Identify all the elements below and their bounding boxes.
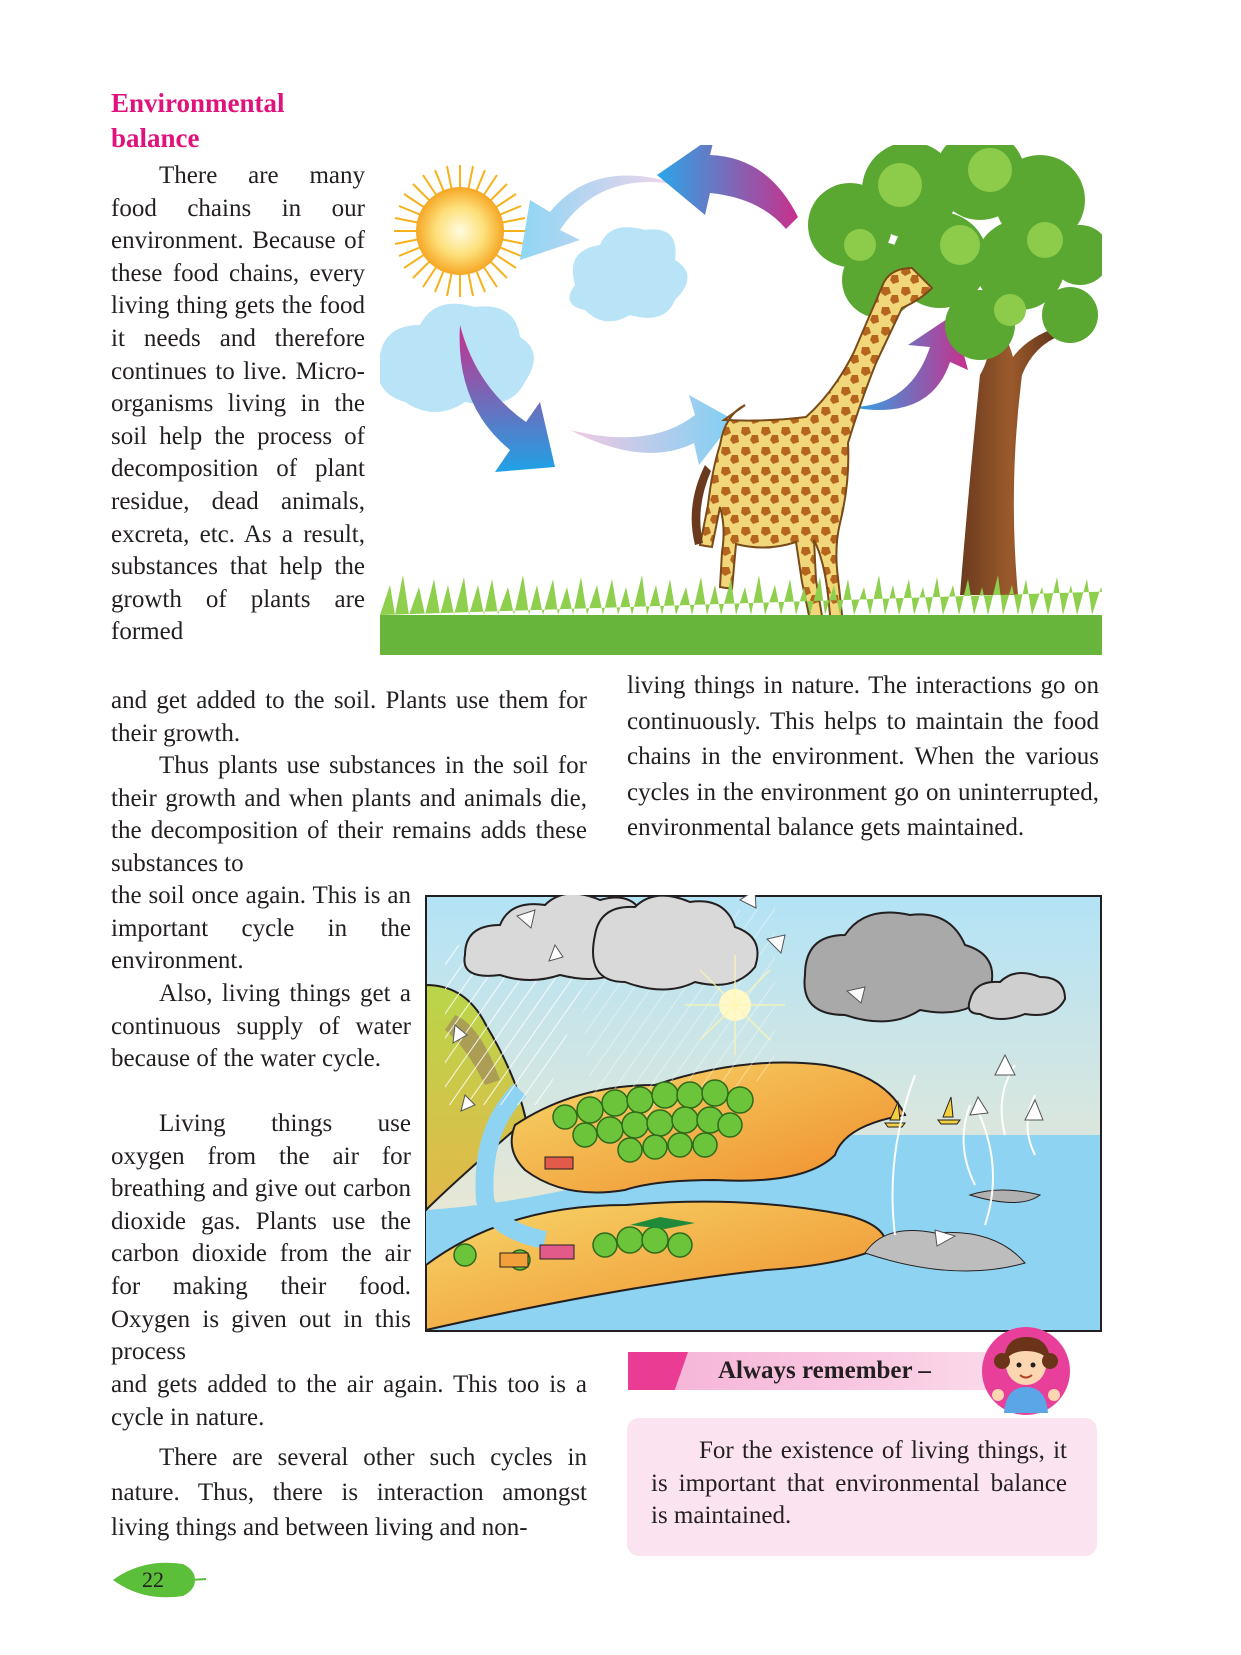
house-icon	[545, 1157, 573, 1169]
giraffe-icon	[692, 268, 932, 635]
paragraph-oxygen-cycle: Living things use oxygen from the air for breathing and give out carbon dioxide gas. Plants use the carbon dioxide from the air for making their food. Oxygen is given out in this process	[111, 1110, 411, 1366]
curved-arrow-icon	[657, 145, 798, 229]
always-remember-text: For the existence of living things, it is important that environmental balance is maintained.	[651, 1437, 1067, 1530]
house-icon	[540, 1245, 574, 1259]
paragraph-oxygen-cycle-cont: and gets added to the air again. This too is a cycle in nature.	[111, 1371, 587, 1431]
cloud-icon	[380, 304, 534, 412]
paragraph-soil-cycle: Thus plants use substances in the soil for their growth and when plants and animals die, the decomposition of their remains adds these substances to	[111, 752, 587, 877]
always-remember-title: Always remember –	[718, 1357, 931, 1384]
sun-icon	[685, 955, 785, 1055]
curved-arrow-icon	[570, 395, 734, 465]
heading-line-1: Environmental	[111, 88, 285, 118]
paragraph-interactions: living things in nature. The interactions go on continuously. This helps to maintain the food chains in the environment. When the various cycles in the environment go on uninterrupted, environmental balance gets maintained.	[627, 672, 1099, 841]
paragraph-soil-cycle-cont: the soil once again. This is an important cycle in the environment.	[111, 882, 411, 975]
food-cycle-illustration	[380, 145, 1102, 655]
paragraph-food-chains-cont: and get added to the soil. Plants use them for their growth.	[111, 687, 587, 747]
house-icon	[500, 1253, 528, 1267]
water-cycle-illustration	[425, 895, 1102, 1332]
paragraph-other-cycles: There are several other such cycles in nature. Thus, there is interaction amongst living things and between living and non-	[111, 1444, 587, 1541]
heading-line-2: balance	[111, 123, 200, 153]
sun-icon	[394, 165, 526, 297]
girl-avatar-icon	[980, 1325, 1072, 1417]
page-number-badge	[111, 1562, 195, 1598]
cloud-icon	[569, 227, 687, 321]
page-number: 22	[142, 1567, 164, 1592]
section-heading	[111, 86, 351, 156]
paragraph-food-chains: There are many food chains in our environment. Because of these food chains, every living thing gets the food it needs and therefore continues to live. Micro-organisms living in the soil help the process of decomposition of plant residue, dead animals, excreta, etc. As a result, substances that help the growth of plants are formed	[111, 162, 365, 646]
paragraph-water-cycle: Also, living things get a continuous supply of water because of the water cycle.	[111, 980, 411, 1073]
